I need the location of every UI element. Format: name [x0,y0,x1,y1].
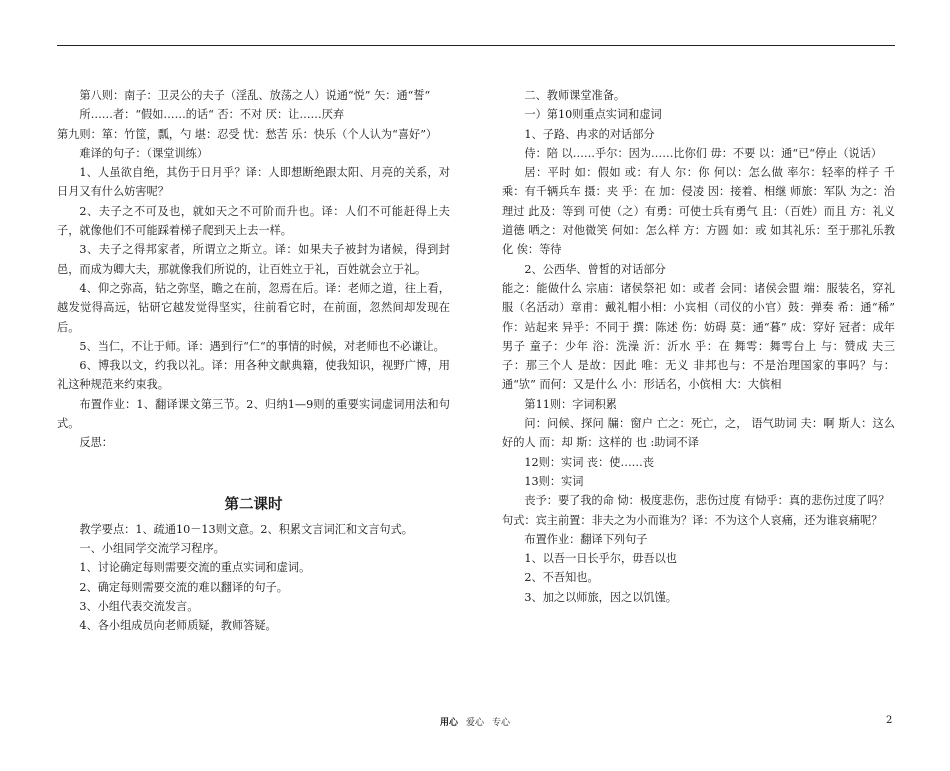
paragraph: 13则：实词 [524,474,584,488]
paragraph: 1、子路、冉求的对话部分 [524,127,655,141]
paragraph: 问：问候、探问 牖：窗户 亡之：死亡，之， 语气助词 夫：啊 斯人：这么好的人 而：却 斯：这样的 也 :助词不译 [502,417,895,450]
paragraph: 2、公西华、曾皙的对话部分 [524,262,666,276]
paragraph: 第九则：箪：竹筐，瓢，勺 堪：忍受 忧：愁苦 乐：快乐（个人认为“喜好”） [57,127,438,141]
paragraph: 布置作业：翻译下列句子 [524,532,648,546]
paragraph: 4、各小组成员向老师质疑，教师答疑。 [79,619,277,633]
paragraph: 5、当仁，不让于师。译：遇到行“仁“的事情的时候，对老师也不必谦让。 [79,339,445,353]
paragraph: 能之：能做什么 宗庙：诸侯祭祀 如：或者 会同：诸侯会盟 端：服装名，穿礼服（名活动）章甫：戴礼帽小相：小宾相（司仪的小官）鼓：弹奏 希：通“稀” 作：站起来 异乎：不同于 撰：陈述 伤：妨碍 莫：通“暮” 成：穿好 冠者：成年男子 童子：少年 浴：洗澡 沂：沂水 乎：在 舞雩：舞雩台上 与：赞成 夫三子：那三个人 是故：因此 唯：无义 非邦也与：不是治理国家的事吗？与：通“欤” 而何：又是什么 小：形话名，小傧相 大：大傧相 [502,281,895,392]
footer-motto: 专心 [492,718,511,728]
paragraph: 二、教师课堂准备。 [524,89,626,102]
paragraph: 2、确定每则需要交流的难以翻译的句子。 [79,580,288,594]
paragraph: 句式：宾主前置：非夫之为小而谁为？译：不为这个人哀痛，还为谁哀痛呢？ [502,513,883,527]
paragraph: 居：平时 如：假如 或：有人 尔：你 何以：怎么做 率尔：轻率的样子 千乘：有千辆兵车 摄：夹 乎：在 加：侵凌 因：接着、相继 师旅：军队 为之：治理过 此及：等到 可使（之）有勇：可使士兵有勇气 且：（百姓）而且 方：礼义道德 哂之：对他微笑 何如：怎么样 方：方圆 如：或 如其礼乐：至于那礼乐教化 俟：等待 [502,166,895,257]
page-footer [0,717,950,729]
paragraph: 布置作业：1、翻译课文第三节。2、归纳1—9则的重要实词虚词用法和句式。 [57,397,450,431]
paragraph: 教学要点：1、疏通10－13则文意。2、积累文言词汇和文言句式。 [79,522,413,536]
paragraph: 丧予：要了我的命 恸：极度悲伤，悲伤过度 有恸乎：真的悲伤过度了吗？ [524,494,890,508]
paragraph: 2、不吾知也。 [524,571,599,585]
paragraph: 反思： [79,436,113,450]
section-title: 第二课时 [224,496,283,513]
page-number: 2 [886,715,893,726]
paragraph: 第11则：字词积累 [524,397,617,411]
paragraph: 难译的句子：（课堂训练） [79,146,209,160]
paragraph: 3、夫子之得邦家者，所谓立之斯立。译：如果夫子被封为诸候，得到封邑，而成为卿大夫，那就像我们所说的，让百姓立于礼，百姓就会立于礼。 [57,243,450,276]
paragraph: 6、博我以文，约我以礼。译：用各种文献典籍，使我知识，视野广博，用礼这种规范来约束我。 [57,359,450,392]
paragraph: 第八则：南子：卫灵公的夫子（淫乱、放荡之人）说通“悦” 矢：通“誓“ [79,89,431,102]
paragraph: 一、小组同学交流学习程序。 [79,541,225,555]
paragraph: 1、人虽欲自绝，其伤于日月乎？译：人即想断绝跟太阳、月亮的关系，对日月又有什么妨害呢？ [57,166,450,199]
paragraph: 4、仰之弥高，钻之弥坚，瞻之在前，忽焉在后。译：老师之道，往上看，越发觉得高远，钻研它越发觉得坚实，往前看它时，在前面，忽然间却发现在后。 [57,281,450,334]
header-rule [57,45,895,46]
paragraph: 所……者：“假如……的话“ 否：不对 厌：让……厌弃 [79,108,345,122]
right-column [502,86,895,607]
paragraph: 1、讨论确定每则需要交流的重点实词和虚词。 [79,561,311,575]
paragraph: 3、加之以师旅，因之以饥馑。 [524,590,677,604]
left-column [57,86,450,635]
paragraph: 2、夫子之不可及也，就如天之不可阶而升也。译：人们不可能赶得上夫子，就像他们不可能踩着梯子爬到天上去一样。 [57,204,450,238]
paragraph: 3、小组代表交流发言。 [79,599,199,613]
footer-motto: 爱心 [465,718,484,728]
paragraph: 12则：实词 丧：使……丧 [524,455,655,469]
footer-motto: 用心 [439,718,458,728]
paragraph: 1、以吾一日长乎尔，毋吾以也 [524,552,677,566]
paragraph: 一）第10则重点实词和虚词 [524,108,662,122]
paragraph: 侍：陪 以……乎尔：因为……比你们 毋：不要 以：通“已“停止（说话） [524,146,883,160]
